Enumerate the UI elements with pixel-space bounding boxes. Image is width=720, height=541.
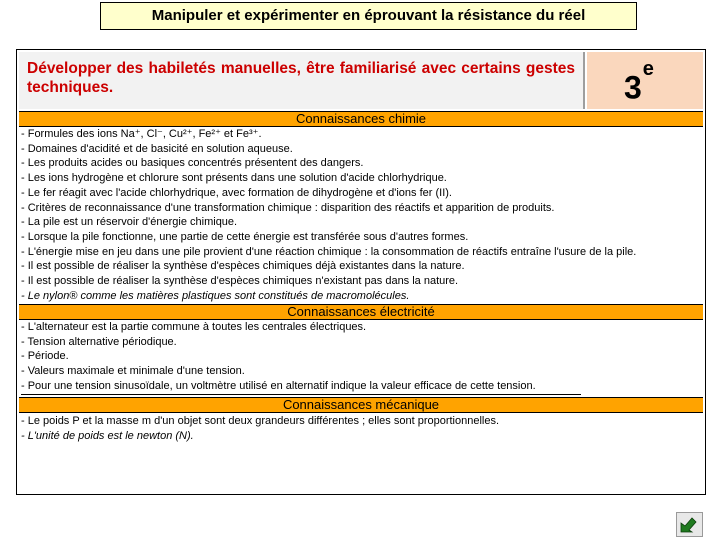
list-item: - Le poids P et la masse m d'un objet sont deux grandeurs différentes ; elles sont proportionnelles.	[21, 415, 500, 427]
list-item: - Le nylon® comme les matières plastiques sont constitués de macromolécules.	[21, 289, 410, 302]
grade-label	[624, 58, 654, 107]
list-item: - Il est possible de réaliser la synthèse d'espèces chimiques déjà existantes dans la nature.	[21, 260, 465, 273]
list-item: - Pour une tension sinusoïdale, un voltmètre utilisé en alternatif indique la valeur efficace de cette tension.	[21, 379, 581, 395]
list-item: - Critères de reconnaissance d'une transformation chimique : disparition des réactifs et apparition de produits.	[21, 201, 555, 214]
list-item: - Tension alternative périodique.	[21, 335, 177, 348]
list-item: - Valeurs maximale et minimale d'une tension.	[21, 365, 245, 378]
list-electricite	[21, 320, 705, 395]
list-chimie	[21, 127, 705, 303]
list-mecanique	[21, 414, 705, 443]
list-item: - L'unité de poids est le newton (N).	[21, 429, 194, 442]
return-button[interactable]	[676, 512, 703, 537]
list-item: - La pile est un réservoir d'énergie chimique.	[21, 216, 238, 229]
list-item: - Domaines d'acidité et de basicité en solution aqueuse.	[21, 142, 293, 155]
list-item: - Les ions hydrogène et chlorure sont présents dans une solution d'acide chlorhydrique.	[21, 172, 447, 185]
grade-suffix: e	[642, 58, 654, 80]
list-item: - Lorsque la pile fonctionne, une partie de cette énergie est transférée sous d'autres formes.	[21, 230, 469, 243]
return-arrow-icon	[677, 513, 702, 536]
list-item: - Il est possible de réaliser la synthèse d'espèces chimiques n'existant pas dans la nature.	[21, 275, 459, 288]
list-item: - Le fer réagit avec l'acide chlorhydrique, avec formation de dihydrogène et d'ions fer (II).	[21, 186, 452, 199]
section-title-electricite: Connaissances électricité	[19, 304, 703, 320]
list-item: - L'énergie mise en jeu dans une pile provient d'une réaction chimique : la consommation de réactifs entraîne l'usure de la pile.	[21, 245, 637, 258]
list-item: - Formules des ions Na⁺, Cl⁻, Cu²⁺, Fe²⁺ et Fe³⁺.	[21, 128, 262, 140]
intro-text: Développer des habiletés manuelles, être familiarisé avec certains gestes techniques.	[19, 52, 585, 109]
section-title-mecanique: Connaissances mécanique	[19, 397, 703, 413]
page-title: Manipuler et expérimenter en éprouvant la résistance du réel	[100, 2, 637, 30]
section-title-chimie: Connaissances chimie	[19, 111, 703, 127]
list-item: - Période.	[21, 350, 69, 363]
grade-number: 3	[624, 69, 642, 106]
list-item: - L'alternateur est la partie commune à toutes les centrales électriques.	[21, 321, 367, 333]
list-item: - Les produits acides ou basiques concentrés présentent des dangers.	[21, 157, 364, 170]
